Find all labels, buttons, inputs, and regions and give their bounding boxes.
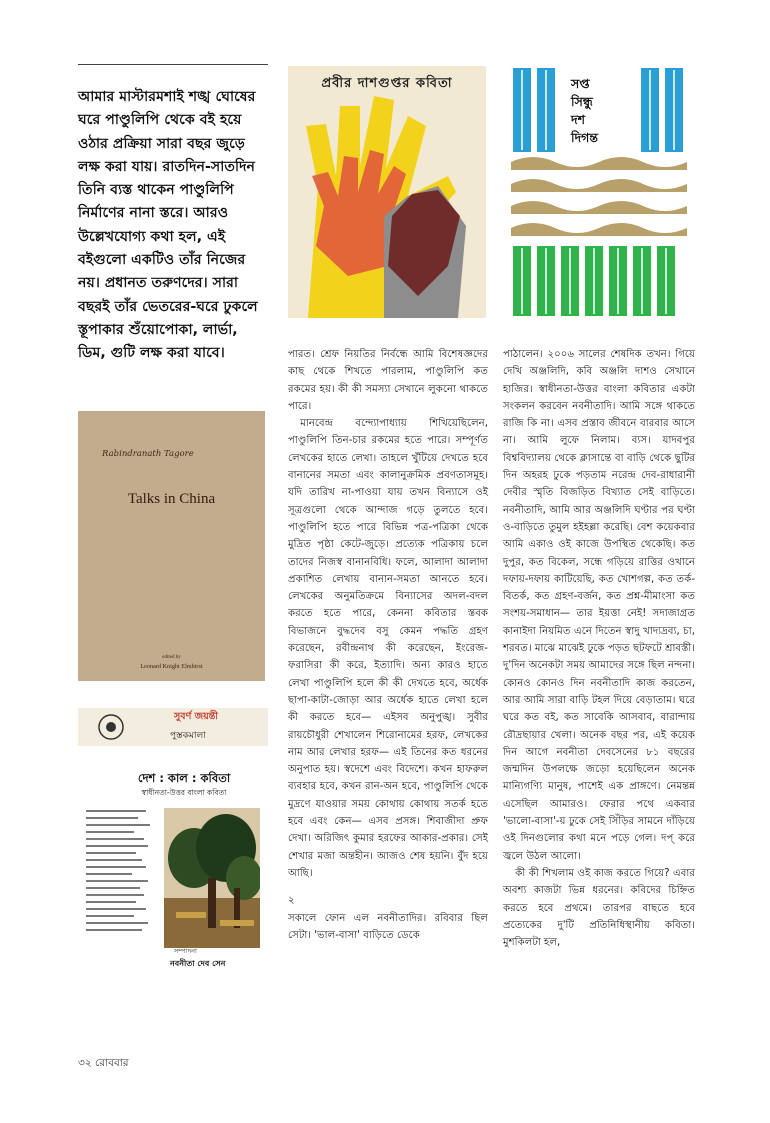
cover4-subtitle: স্বাধীনতা-উত্তর বাংলা কবিতা bbox=[141, 788, 227, 797]
cover3-author-signature: Rabindranath Tagore bbox=[102, 449, 194, 459]
book-cover-sapta-sindhu bbox=[511, 66, 687, 318]
book-cover-prabir-dasgupta bbox=[288, 66, 486, 318]
cover3-editor: Leonard Knight Elmhirst bbox=[140, 663, 203, 670]
cover4-editor-label: সম্পাদনা bbox=[174, 947, 197, 955]
tree-artwork bbox=[164, 808, 260, 948]
paragraph: পাঠালেন। ২০০৬ সালের শেষদিক তখন। গিয়ে দেখি অঞ্জলিদি, কবি অঞ্জলি দাশও সেখানে হাজির। স্বাধীনতা-উত্তর বাংলা কবিতার একটা সংকলন করবেন নবনীতাদি। আমি সঙ্গে থাকতে রাজি কি না। এসব প্রস্তাব জীবনে বারবার আসে না। আমি লুফে নিলাম। ব্যস। যাদবপুর বিশ্ববিদ্যালয় থেকে ক্লাসান্তে বা বাড়ি থেকে ছুটির দিন অহরহ ঢুকে পড়তাম নরেন্দ্র দেব-রাধারানী দেবীর স্মৃতি বিজড়িত বিখ্যাত সেই বাড়িতে। নবনীতাদি, আমি আর অঞ্জলিদি ঘণ্টার পর ঘণ্টা ও-বাড়িতে তুমুল হইহল্লা করেছি। বেশ কয়েকবার আমি একাও ওই কাজে উপস্থিত থেকেছি। কত দুপুর, কত বিকেল, সন্ধে গড়িয়ে রাত্তির ওখানে দফায়-দফায় কাটিয়েছি, কত খোশগল্প, কত তর্ক-বিতর্ক, কত গ্রহণ-বর্জন, কত প্রশ্ন-মীমাংসা কত সংশয়-সমাধান— তার ইয়ত্তা নেই! সদাজাগ্রত কানাইদা নিয়মিত এনে দিতেন স্বাদু খাদ্যদ্রব্য, চা, শরবত। মাঝে মাঝেই ঢুকে পড়ত ছটফটে শ্রাবস্তী। দু'দিন অনেকটা সময় আমাদের সঙ্গে ছিল নন্দনা। কোনও কোনও দিন নবনীতাদি কাজ করতেন, আর আমি সারা বাড়ি টহল দিয়ে বেড়াতাম। ঘরে ঘরে কত বই, কত সাবেকি আসবাব, বারান্দায় রৌদ্রছায়ার খেলা। অনেক বছর পর, এই কয়েক দিন আগে নবনীতা দেবসেনের ৮১ বছরের জন্মদিন উপলক্ষে জড়ো হয়েছিলেন অনেক মান্যিগণ্যি মানুষ, পাশেই এক প্রাঙ্গণে। নেমন্তন্ন এসেছিল আমারও। ফেরার পথে একবার 'ভালো-বাসা'-য় ঢুকে সেই সিঁড়ির সামনে দাঁড়িয়ে ওই দিনগুলোর কথা মনে পড়ে গেল। দপ্ করে জ্বলে উঠল আলো। bbox=[503, 349, 695, 862]
cover4-series: পুস্তকমালা bbox=[170, 731, 206, 741]
cover2-word: সিন্ধু bbox=[571, 94, 593, 109]
book-cover-talks-in-china bbox=[78, 411, 265, 681]
page-folio: ৩২ রোববার bbox=[78, 1057, 129, 1069]
paragraph: মানবেন্দ্র বন্দ্যোপাধ্যায় শিখিয়েছিলেন, পাণ্ডুলিপি তিন-চার রকমের হতে পারে। সম্পূর্ণত লেখকের হাতে লেখা। তাহলে খুঁটিয়ে দেখতে হবে বানানের সমতা এবং কালানুক্রমিক প্রবণতাসমূহ। যদি তারিখ না-পাওয়া যায় তখন বিন্যাসে ওই সূত্রগুলো থেকে আন্দাজ গড়ে তুলতে হবে। পাণ্ডুলিপি হতে পারে বিভিন্ন পত্র-পত্রিকা থেকে মুদ্রিত পৃষ্ঠা কেটে-জুড়ে। প্রত্যেক পত্রিকায় চলে তাদের নিজস্ব বানানবিধি। ফলে, আলাদা আলাদা প্রকাশিত লেখায় বানান-সমতা আনতে হবে। লেখকের অনুমতিক্রমে বিন্যাসের অদল-বদল করতে হতে পারে, কেননা কবিতার স্তবক বিভাজনে বুদ্ধদেব বসু কেমন পদ্ধতি গ্রহণ করেছেন, রবীন্দ্রনাথ কী করেছেন, ইংরেজ-ফরাসিরা কী করে, ইত্যাদি। অন্য কারও হাতে লেখা পাণ্ডুলিপি হলে কী কী দেখতে হবে, অর্ধেক ছাপা-কাটা-জোড়া আর অর্ধেক হাতে লেখা হলে কী করতে হবে— এইসব অনুপুঙ্খ। সুবীর রায়চৌধুরী শেখালেন শিরোনামের হরফ, লেখকের নাম আর লেখার হরফ— এই তিনের কত ধরনের অনুপাত হয়। স্বদেশে এবং বিদেশে। কখন হাফরুল ব্যবহার হবে, কখন রান-অন হবে, পাণ্ডুলিপি থেকে মুদ্রণে যাওয়ার সময় কোথায় কোথায় সতর্ক হতে হবে এবং কেন— এসব প্রসঙ্গ। শিবাজীদা প্রুফ দেখা। অরিজিৎ কুমার হরফের আকার-প্রকার। সেই শেখার মজা অন্তহীন। আজও শেষ হয়নি। বুঁদ হয়ে আছি। bbox=[288, 418, 488, 879]
paragraph: কী কী শিখলাম ওই কাজ করতে গিয়ে? এবার অবশ্য কাজটা ভিন্ন ধরনের। কবিদের চিহ্নিত করতে হবে প্রথমে। তারপর বাছতে হবে প্রত্যেকের দু'টি প্রতিনিধিস্থানীয় কবিতা। মুশকিলটা হল, bbox=[503, 867, 695, 949]
cover2-word: দিগন্ত bbox=[571, 130, 598, 145]
paragraph: সকালে ফোন এল নবনীতাদির। রবিবার ছিল সেটা। 'ভাল-বাসা' বাড়িতে ডেকে bbox=[288, 912, 488, 941]
cover1-title: প্রবীর দাশগুপ্তর কবিতা bbox=[321, 76, 453, 91]
article-column-2 bbox=[288, 346, 488, 944]
hand-print-artwork bbox=[288, 66, 486, 318]
cover4-title: দেশ : কাল : কবিতা bbox=[137, 771, 231, 785]
article-column-3 bbox=[503, 346, 695, 951]
cover4-editor: নবনীতা দেব সেন bbox=[170, 959, 226, 968]
cover2-word: দশ bbox=[571, 112, 585, 127]
pattern-artwork bbox=[511, 66, 687, 318]
cover3-title: Talks in China bbox=[127, 491, 216, 507]
top-rule bbox=[78, 64, 268, 65]
cover4-contents-list bbox=[86, 810, 152, 936]
cover4-jayanti: সুবর্ণ জয়ন্তী bbox=[174, 711, 218, 722]
paragraph: পারত। শ্রেফ নিয়তির নির্বন্ধে আমি বিশেষজ্ঞদের কাছ থেকে শিখতে পারলাম, পাণ্ডুলিপি কত রকমের হয়। কী কী সমস্যা সেখানে লুকনো থাকতে পারে। bbox=[288, 349, 488, 412]
emblem-icon bbox=[96, 712, 126, 742]
intro-paragraph: আমার মাস্টারমশাই শঙ্খ ঘোষের ঘরে পাণ্ডুলিপি থেকে বই হয়ে ওঠার প্রক্রিয়া সারা বছর জুড়ে লক্ষ করা যায়। রাতদিন-সাতদিন তিনি ব্যস্ত থাকেন পাণ্ডুলিপি নির্মাণের নানা স্তরে। আরও উল্লেখযোগ্য কথা হল, এই বইগুলো একটিও তাঁর নিজের নয়। প্রধানত তরুণদের। সারা বছরই তাঁর ভেতরের-ঘরে ঢুকলে স্তূপাকার শুঁয়োপোকা, লার্ভা, ডিম, গুটি লক্ষ করা যাবে। bbox=[78, 89, 258, 362]
cover2-word: সপ্ত bbox=[571, 76, 590, 91]
cover3-edited-by: edited by bbox=[162, 655, 181, 660]
section-number: ২ bbox=[288, 895, 295, 907]
book-cover-desh-kal-kobita bbox=[78, 708, 268, 978]
